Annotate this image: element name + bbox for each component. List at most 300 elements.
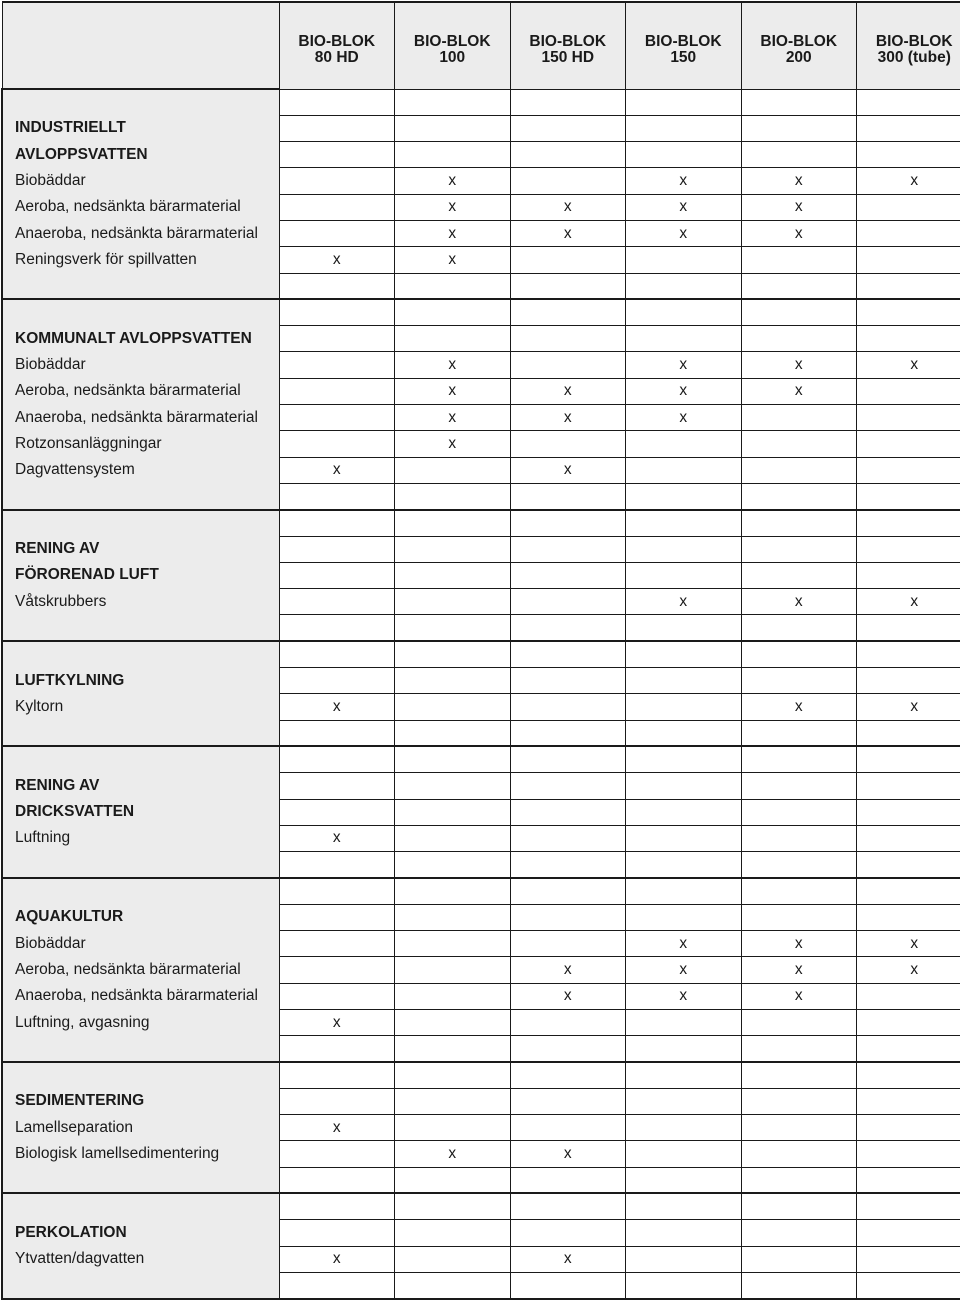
mark-cell [395,457,511,483]
mark-cell: x [510,194,626,220]
mark-cell [510,931,626,957]
empty-cell [857,326,960,352]
empty-cell [279,299,395,325]
section-spacer-row [2,299,960,325]
mark-cell: x [510,1141,626,1167]
empty-cell [626,720,742,746]
mark-cell: x [741,352,857,378]
mark-cell [510,168,626,194]
section-title: SEDIMENTERING [2,1088,279,1114]
row-label [2,89,279,115]
empty-cell [857,273,960,299]
row-label: Dagvattensystem [2,457,279,483]
column-header: BIO-BLOK 200 [741,2,857,89]
mark-cell [857,220,960,246]
mark-cell [626,247,742,273]
mark-cell: x [741,931,857,957]
mark-cell [510,589,626,615]
empty-cell [279,115,395,141]
mark-cell: x [395,1141,511,1167]
empty-cell [279,273,395,299]
mark-cell [279,168,395,194]
table-row [2,1141,960,1167]
header-row [2,2,960,89]
mark-cell [626,457,742,483]
section-title: PERKOLATION [2,1220,279,1246]
empty-cell [741,720,857,746]
mark-cell [279,405,395,431]
empty-cell [626,1036,742,1062]
mark-cell: x [279,457,395,483]
empty-cell [395,668,511,694]
empty-cell [510,142,626,168]
empty-cell [857,1036,960,1062]
empty-cell [395,562,511,588]
row-label: Biologisk lamellsedimentering [2,1141,279,1167]
empty-cell [857,746,960,772]
table-row [2,457,960,483]
table-row [2,352,960,378]
empty-cell [741,1088,857,1114]
section-title-row [2,799,960,825]
mark-cell [279,431,395,457]
mark-cell [741,1009,857,1035]
section-end-row [2,852,960,878]
mark-cell: x [395,405,511,431]
mark-cell [857,983,960,1009]
empty-cell [395,1193,511,1219]
mark-cell [395,825,511,851]
empty-cell [857,89,960,115]
empty-cell [279,668,395,694]
section-title: LUFTKYLNING [2,668,279,694]
empty-cell [741,1193,857,1219]
empty-cell [741,641,857,667]
empty-cell [279,641,395,667]
empty-cell [510,115,626,141]
empty-cell [395,510,511,536]
mark-cell: x [626,589,742,615]
empty-cell [626,142,742,168]
empty-cell [857,562,960,588]
section-spacer-row [2,641,960,667]
empty-cell [395,746,511,772]
empty-cell [279,510,395,536]
empty-cell [279,746,395,772]
mark-cell [510,352,626,378]
empty-cell [279,878,395,904]
mark-cell: x [510,957,626,983]
mark-cell [741,247,857,273]
mark-cell [741,825,857,851]
mark-cell: x [626,168,742,194]
empty-cell [741,746,857,772]
column-header: BIO-BLOK 150 HD [510,2,626,89]
empty-cell [626,1167,742,1193]
empty-cell [626,746,742,772]
empty-cell [857,1193,960,1219]
section-title-row [2,536,960,562]
mark-cell: x [741,694,857,720]
section-spacer-row [2,510,960,536]
row-label [2,1036,279,1062]
empty-cell [510,299,626,325]
empty-cell [395,1062,511,1088]
empty-cell [395,1036,511,1062]
mark-cell: x [510,378,626,404]
empty-cell [395,720,511,746]
empty-cell [510,562,626,588]
empty-cell [741,1272,857,1298]
section-spacer-row [2,89,960,115]
empty-cell [626,510,742,536]
column-header: BIO-BLOK 300 (tube) [857,2,960,89]
mark-cell: x [626,983,742,1009]
mark-cell: x [510,457,626,483]
mark-cell: x [279,247,395,273]
table-row [2,194,960,220]
section-title: INDUSTRIELLT [2,115,279,141]
empty-cell [279,904,395,930]
row-label [2,1193,279,1219]
empty-cell [279,326,395,352]
section-end-row [2,720,960,746]
empty-cell [741,1220,857,1246]
empty-cell [626,536,742,562]
empty-cell [857,1167,960,1193]
mark-cell: x [626,378,742,404]
empty-cell [395,142,511,168]
table-row [2,378,960,404]
section-spacer-row [2,1193,960,1219]
row-label [2,746,279,772]
mark-cell: x [395,247,511,273]
row-label: Ytvatten/dagvatten [2,1246,279,1272]
section-title-row [2,562,960,588]
empty-cell [741,852,857,878]
section-title-row [2,668,960,694]
table-row [2,431,960,457]
row-label [2,1167,279,1193]
empty-cell [510,536,626,562]
table-row [2,983,960,1009]
mark-cell [279,957,395,983]
empty-cell [395,641,511,667]
row-label: Biobäddar [2,168,279,194]
row-label [2,720,279,746]
row-label: Anaeroba, nedsänkta bärarmaterial [2,983,279,1009]
mark-cell [626,825,742,851]
empty-cell [279,483,395,509]
mark-cell: x [857,589,960,615]
column-header: BIO-BLOK 100 [395,2,511,89]
empty-cell [395,89,511,115]
mark-cell: x [626,931,742,957]
table-row [2,168,960,194]
empty-cell [626,483,742,509]
mark-cell [857,405,960,431]
mark-cell [395,1246,511,1272]
empty-cell [279,142,395,168]
empty-cell [857,852,960,878]
table-row [2,247,960,273]
empty-cell [395,1088,511,1114]
row-label [2,852,279,878]
empty-cell [626,668,742,694]
empty-cell [510,720,626,746]
mark-cell [279,931,395,957]
mark-cell [857,247,960,273]
empty-cell [395,773,511,799]
section-end-row [2,1272,960,1298]
empty-cell [857,773,960,799]
mark-cell: x [395,220,511,246]
mark-cell [510,694,626,720]
section-title: RENING AV [2,536,279,562]
empty-cell [279,773,395,799]
empty-cell [741,1062,857,1088]
mark-cell [510,431,626,457]
table-row [2,220,960,246]
mark-cell: x [395,378,511,404]
empty-cell [626,615,742,641]
mark-cell: x [510,405,626,431]
empty-cell [857,1088,960,1114]
empty-cell [510,1193,626,1219]
section-end-row [2,615,960,641]
mark-cell [626,1009,742,1035]
empty-cell [741,799,857,825]
table-row [2,1009,960,1035]
empty-cell [626,299,742,325]
empty-cell [741,773,857,799]
empty-cell [857,1062,960,1088]
row-label [2,483,279,509]
empty-cell [279,1193,395,1219]
empty-cell [626,773,742,799]
row-label: Aeroba, nedsänkta bärarmaterial [2,378,279,404]
empty-cell [510,746,626,772]
row-label: Aeroba, nedsänkta bärarmaterial [2,194,279,220]
empty-cell [395,536,511,562]
mark-cell [395,983,511,1009]
table-row [2,405,960,431]
mark-cell [741,431,857,457]
mark-cell [626,1141,742,1167]
mark-cell [857,1009,960,1035]
mark-cell [279,220,395,246]
empty-cell [279,1220,395,1246]
empty-cell [857,878,960,904]
empty-cell [395,615,511,641]
empty-cell [626,852,742,878]
row-label [2,510,279,536]
mark-cell [741,405,857,431]
empty-cell [741,89,857,115]
empty-cell [510,1272,626,1298]
section-title: RENING AV [2,773,279,799]
row-label [2,1272,279,1298]
empty-cell [510,904,626,930]
mark-cell [510,825,626,851]
empty-cell [279,1167,395,1193]
row-label: Reningsverk för spillvatten [2,247,279,273]
empty-cell [857,115,960,141]
mark-cell: x [510,1246,626,1272]
empty-cell [741,536,857,562]
section-title-row [2,326,960,352]
mark-cell: x [279,694,395,720]
empty-cell [626,562,742,588]
mark-cell: x [626,405,742,431]
mark-cell [626,1246,742,1272]
section-title-row [2,904,960,930]
mark-cell [626,431,742,457]
mark-cell [741,1246,857,1272]
row-label: Anaeroba, nedsänkta bärarmaterial [2,220,279,246]
mark-cell: x [857,957,960,983]
row-label [2,615,279,641]
empty-cell [741,1036,857,1062]
mark-cell [857,431,960,457]
column-header: BIO-BLOK 80 HD [279,2,395,89]
empty-cell [857,1272,960,1298]
empty-cell [741,115,857,141]
mark-cell: x [510,220,626,246]
empty-cell [857,799,960,825]
mark-cell [857,1115,960,1141]
section-title-row [2,1220,960,1246]
empty-cell [857,483,960,509]
empty-cell [626,641,742,667]
row-label: Lamellseparation [2,1115,279,1141]
mark-cell: x [741,378,857,404]
mark-cell: x [279,1009,395,1035]
empty-cell [741,326,857,352]
row-label [2,1062,279,1088]
empty-cell [857,904,960,930]
mark-cell [279,378,395,404]
mark-cell [857,194,960,220]
mark-cell [279,194,395,220]
row-label: Rotzonsanläggningar [2,431,279,457]
section-title-row [2,773,960,799]
mark-cell: x [279,1246,395,1272]
empty-cell [279,536,395,562]
mark-cell [741,1115,857,1141]
mark-cell [857,378,960,404]
row-label [2,273,279,299]
mark-cell [279,1141,395,1167]
mark-cell: x [279,1115,395,1141]
empty-cell [857,641,960,667]
header-corner [2,2,279,89]
empty-cell [857,668,960,694]
mark-cell [857,1141,960,1167]
empty-cell [741,273,857,299]
empty-cell [395,1220,511,1246]
empty-cell [279,562,395,588]
section-spacer-row [2,746,960,772]
empty-cell [395,326,511,352]
empty-cell [626,878,742,904]
empty-cell [395,1272,511,1298]
mark-cell: x [741,168,857,194]
mark-cell: x [510,983,626,1009]
empty-cell [857,1220,960,1246]
mark-cell [510,1115,626,1141]
empty-cell [626,799,742,825]
mark-cell [395,1115,511,1141]
mark-cell [395,694,511,720]
mark-cell: x [857,168,960,194]
empty-cell [510,1088,626,1114]
mark-cell: x [626,957,742,983]
empty-cell [510,1062,626,1088]
table-row [2,957,960,983]
empty-cell [741,562,857,588]
empty-cell [279,799,395,825]
mark-cell [857,1246,960,1272]
mark-cell [395,1009,511,1035]
empty-cell [395,273,511,299]
empty-cell [626,115,742,141]
mark-cell: x [395,168,511,194]
mark-cell [279,352,395,378]
empty-cell [395,904,511,930]
empty-cell [857,142,960,168]
section-spacer-row [2,878,960,904]
section-spacer-row [2,1062,960,1088]
row-label [2,641,279,667]
empty-cell [279,852,395,878]
empty-cell [626,1193,742,1219]
empty-cell [857,299,960,325]
empty-cell [626,1220,742,1246]
empty-cell [279,720,395,746]
empty-cell [626,1272,742,1298]
table-row [2,1246,960,1272]
row-label [2,299,279,325]
section-title: KOMMUNALT AVLOPPSVATTEN [2,326,279,352]
section-end-row [2,1036,960,1062]
empty-cell [510,615,626,641]
empty-cell [510,878,626,904]
empty-cell [395,852,511,878]
mark-cell: x [857,931,960,957]
row-label: Biobäddar [2,931,279,957]
table-row [2,931,960,957]
mark-cell [741,1141,857,1167]
empty-cell [857,615,960,641]
mark-cell [395,589,511,615]
empty-cell [510,510,626,536]
row-label: Våtskrubbers [2,589,279,615]
mark-cell: x [395,431,511,457]
empty-cell [279,1272,395,1298]
empty-cell [510,668,626,694]
mark-cell: x [857,352,960,378]
mark-cell: x [395,352,511,378]
empty-cell [510,799,626,825]
empty-cell [626,326,742,352]
mark-cell: x [741,589,857,615]
row-label: Anaeroba, nedsänkta bärarmaterial [2,405,279,431]
empty-cell [741,299,857,325]
section-title: AQUAKULTUR [2,904,279,930]
empty-cell [741,510,857,536]
mark-cell: x [741,957,857,983]
